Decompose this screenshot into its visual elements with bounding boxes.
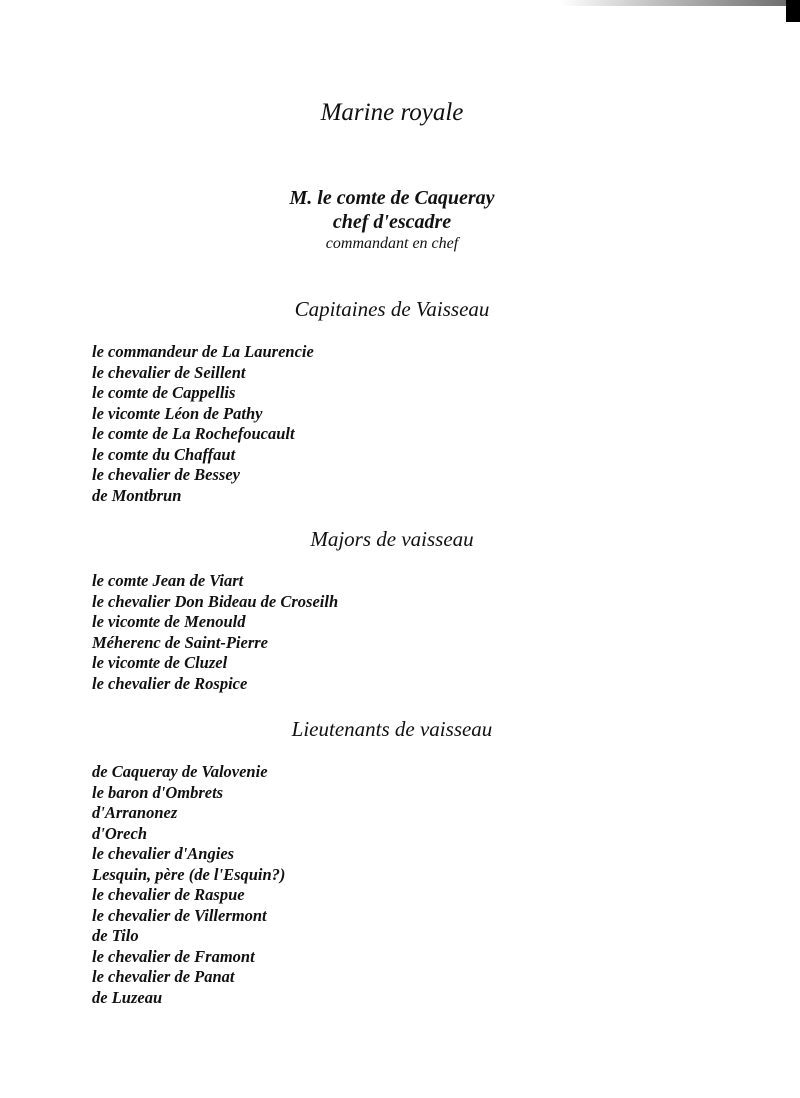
page-title: Marine royale [320, 99, 464, 126]
scan-edge-shadow [560, 0, 800, 6]
list-item: le comte Jean de Viart [92, 571, 244, 590]
commander-block [0, 186, 784, 254]
list-item: le commandeur de La Laurencie [92, 342, 314, 361]
list-item: Lesquin, père (de l'Esquin?) [92, 864, 286, 884]
section-heading-capitaines: Capitaines de Vaisseau [294, 297, 490, 321]
list-item: le chevalier de Bessey [92, 465, 240, 484]
list-item: le chevalier de Seillent [92, 362, 246, 382]
section-heading-lieutenants: Lieutenants de vaisseau [291, 717, 493, 741]
commander-role: commandant en chef [325, 235, 459, 252]
list-item: d'Arranonez [92, 803, 178, 822]
officer-list-lieutenants [92, 762, 285, 1008]
list-item: le comte de Cappellis [92, 383, 236, 402]
list-item: le chevalier de Framont [92, 946, 255, 966]
list-item: Méherenc de Saint-Pierre [92, 632, 268, 652]
list-item: le comte de La Rochefoucault [92, 424, 295, 443]
list-item: de Montbrun [92, 485, 182, 505]
list-item: le chevalier de Panat [92, 967, 235, 986]
list-item: le chevalier Don Bideau de Croseilh [92, 591, 339, 611]
list-item: le chevalier d'Angies [92, 844, 235, 863]
list-item: d'Orech [92, 823, 147, 843]
section-heading-majors: Majors de vaisseau [310, 527, 474, 551]
list-item: le chevalier de Rospice [92, 673, 248, 693]
commander-name: M. le comte de Caqueray [289, 187, 495, 209]
officer-list-capitaines [92, 342, 314, 506]
list-item: le vicomte de Menould [92, 612, 246, 631]
list-item: de Caqueray de Valovenie [92, 762, 268, 781]
list-item: le vicomte de Cluzel [92, 653, 228, 672]
scan-corner-mark [786, 0, 800, 22]
commander-rank: chef d'escadre [332, 211, 452, 233]
list-item: le chevalier de Villermont [92, 905, 267, 925]
list-item: le chevalier de Raspue [92, 885, 245, 904]
list-item: le vicomte Léon de Pathy [92, 403, 263, 423]
list-item: le comte du Chaffaut [92, 444, 236, 464]
list-item: de Luzeau [92, 987, 163, 1007]
list-item: le baron d'Ombrets [92, 782, 224, 802]
list-item: de Tilo [92, 926, 139, 945]
officer-list-majors [92, 571, 338, 694]
